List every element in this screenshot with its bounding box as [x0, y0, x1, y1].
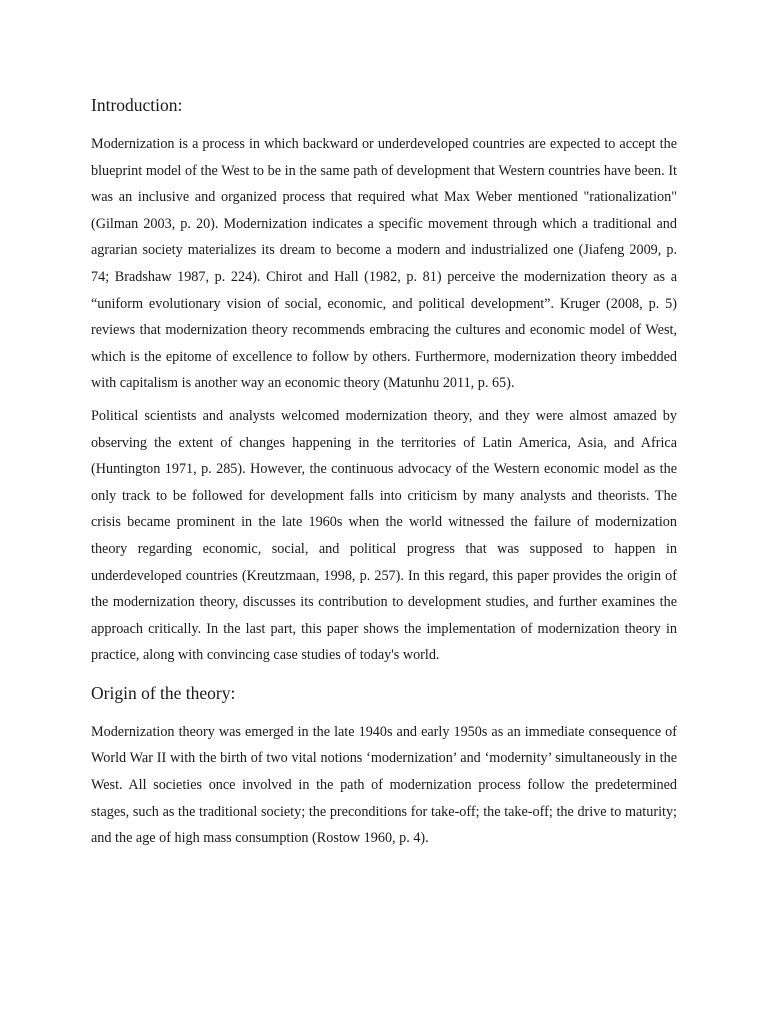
- introduction-paragraph-2: Political scientists and analysts welcomed modernization theory, and they were almost amazed by observing the extent of changes happening in the territories of Latin America, Asia, and Africa (Huntington 1971, p. 285). However, the continuous advocacy of the Western economic model as the only track to be followed for development falls into criticism by many analysts and theorists. The crisis became prominent in the late 1960s when the world witnessed the failure of modernization theory regarding economic, social, and political progress that was supposed to happen in underdeveloped countries (Kreutzmaan, 1998, p. 257). In this regard, this paper provides the origin of the modernization theory, discusses its contribution to development studies, and further examines the approach critically. In the last part, this paper shows the implementation of modernization theory in practice, along with convincing case studies of today's world.: [91, 407, 677, 664]
- document-body: [91, 93, 677, 858]
- section-heading-origin: Origin of the theory:: [91, 682, 236, 703]
- section-heading-introduction: Introduction:: [91, 95, 183, 115]
- introduction-paragraph-1: Modernization is a process in which backward or underdeveloped countries are expected to accept the blueprint model of the West to be in the same path of development that Western countries have been. It was an inclusive and organized process that required what Max Weber mentioned "rationalization" (Gilman 2003, p. 20). Modernization indicates a specific movement through which a traditional and agrarian society materializes its dream to become a modern and industrialized one (Jiafeng 2009, p. 74; Bradshaw 1987, p. 224). Chirot and Hall (1982, p. 81) perceive the modernization theory as a “uniform evolutionary vision of social, economic, and political development”. Kruger (2008, p. 5) reviews that modernization theory recommends embracing the cultures and economic model of West, which is the epitome of excellence to follow by others. Furthermore, modernization theory imbedded with capitalism is another way an economic theory (Matunhu 2011, p. 65).: [91, 136, 677, 392]
- origin-paragraph-1: Modernization theory was emerged in the late 1940s and early 1950s as an immediate consequence of World War II with the birth of two vital notions ‘modernization’ and ‘modernity’ simultaneously in the West. All societies once involved in the path of modernization process follow the predetermined stages, such as the traditional society; the preconditions for take-off; the take-off; the drive to maturity; and the age of high mass consumption (Rostow 1960, p. 4).: [91, 723, 677, 847]
